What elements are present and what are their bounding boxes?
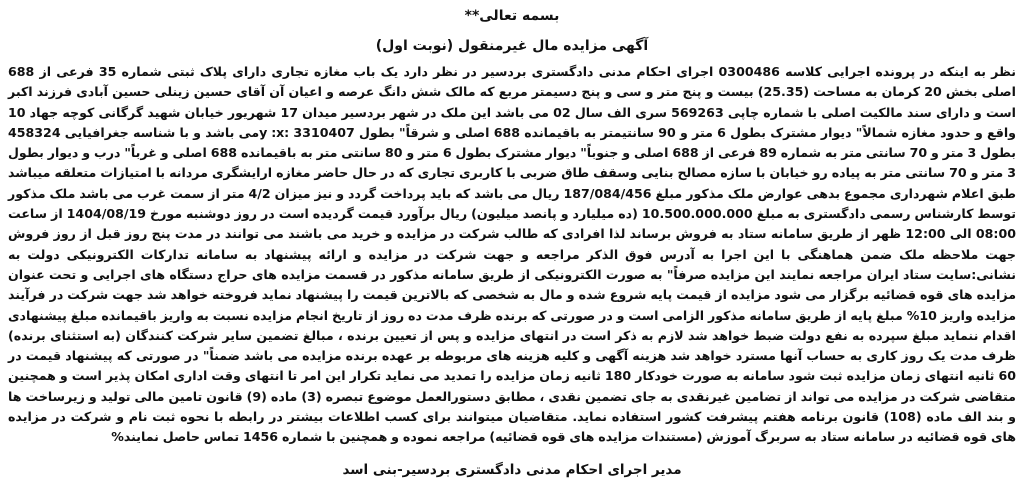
notice-title: آگهی مزایده مال غیرمنقول (نوبت اول) [375, 38, 649, 54]
notice-body: نظر به اینکه در پرونده اجرایی کلاسه 0300486 اجرای احکام مدنی دادگستری بردسیر در نظر دارد یک باب مغازه تجاری دارای پلاک ثبتی شماره 35 فرعی از 688 اصلی بخش 20 کرمان به مساحت (25.35) بیست و پنج متر و سی و پنج دسیمتر مربع که مالک شش دانگ عرصه و اعیان آن آقای حسین زینلی حسین آبادی فرزند اکبر است و دارای سند مالکیت اصلی با شماره چاپی 569263 سری الف سال 02 می باشد این ملک در شهر بردسیر میدان 17 شهریور خیابان شهید گرگانی کوچه جهاد 10 واقع و حدود مغازه شمالاً" دیوار مشترک بطول 6 متر و 90 سانتیمتر به باقیمانده 688 اصلی و شرقاً" بطول 3310407 :y :xمی باشد و با شناسه جغرافیایی 458324 بطول 3 متر و 70 سانتی متر به شماره 89 فرعی از 688 اصلی و جنوباً" دیوار مشترک بطول 6 متر و 80 سانتی متر به باقیمانده 688 اصلی و غرباً" درب و دیوار بطول 3 متر و 70 سانتی متر به پیاده رو خیابان با سازه مصالح بنایی وسقف طاق ضربی با کاربری تجاری که در حال حاضر مغازه ارایشگری مردانه با امتیازات متعلقه میباشد طبق اعلام شهرداری مجموع بدهی عوارض ملک مذکور مبلغ 187/084/456 ریال می باشد که باید پرداخت گردد و نیز میزان 4/2 متر از سمت غرب می باشد ملک مذکور توسط کارشناس رسمی دادگستری به مبلغ 10.500.000.000 (ده میلیارد و پانصد میلیون) ریال برآورد قیمت گردیده است در روز دوشنبه مورخ 1404/08/19 از ساعت 08:00 الی 12:00 ظهر از طریق سامانه ستاد به فروش برساند لذا افرادی که طالب شرکت در مزایده و خرید می باشند می توانند در مدت پنج روز قبل از روز فروش جهت ملاحظه ملک ضمن هماهنگی با این اجرا به آدرس فوق الذکر مراجعه و جهت شرکت در مزایده و ارائه پیشنهاد به سامانه تدارکات الکترونیکی دولت به نشانی:سایت ستاد ایران مراجعه نمایند این مزایده صرفاً" به صورت الکترونیکی از طریق سامانه مذکور در قسمت مزایده های حراج دستگاه های اجرایی و تحت عنوان مزایده های قوه قضائیه برگزار می شود مزایده از قیمت پایه شروع شده و مال به شخصی که بالاترین قیمت را پیشنهاد نماید فروخته خواهد شد جهت شرکت در فرآیند مزایده واریز 10% مبلغ پایه از طریق سامانه مذکور الزامی است و در صورتی که برنده ظرف مدت ده روز از تاریخ انجام مزایده نسبت به واریز باقیمانده مبلغ پیشنهادی اقدام ننماید مبلغ سپرده به نفع دولت ضبط خواهد شد لازم به ذکر است در انتهای مزایده و پس از تعیین برنده ، مبالغ تضمین سایر شرکت کنندگان (به استثنای برنده) ظرف مدت یک روز کاری به حساب آنها مسترد خواهد شد هزینه آگهی و کلیه هزینه های مربوطه بر عهده برنده مزایده می باشد ضمناً" در صورتی که پیشنهاد قیمت در 60 ثانیه انتهای زمان مزایده ثبت شود سامانه به صورت خودکار 180 ثانیه زمان مزایده را تمدید می نماید تکرار این امر تا انتهای وقت اداری امکان پذیر است و همچنین متقاضی شرکت در مزایده می تواند از تضامین غیرنقدی به جای تضمین نقدی ، مطابق دستورالعمل موضوع تبصره (3) ماده (9) قانون تامین مالی تولید و زیرساخت ها و بند الف ماده (108) قانون برنامه هفتم پیشرفت کشور استفاده نماید. متقاضیان میتوانند برای کسب اطلاعات بیشتر در رابطه با نحوه ثبت نام و شرکت در مزایده های قوه قضائیه در سامانه ستاد به سربرگ آموزش (مستندات مزایده های قوه قضائیه) مراجعه نموده و همچنین با شماره 1456 تماس حاصل نمایند% [8, 64, 1017, 445]
invocation-heading: بسمه تعالی** [464, 8, 560, 24]
signature-line: مدیر اجرای احکام مدنی دادگستری بردسیر-بنی اسد [342, 461, 682, 478]
